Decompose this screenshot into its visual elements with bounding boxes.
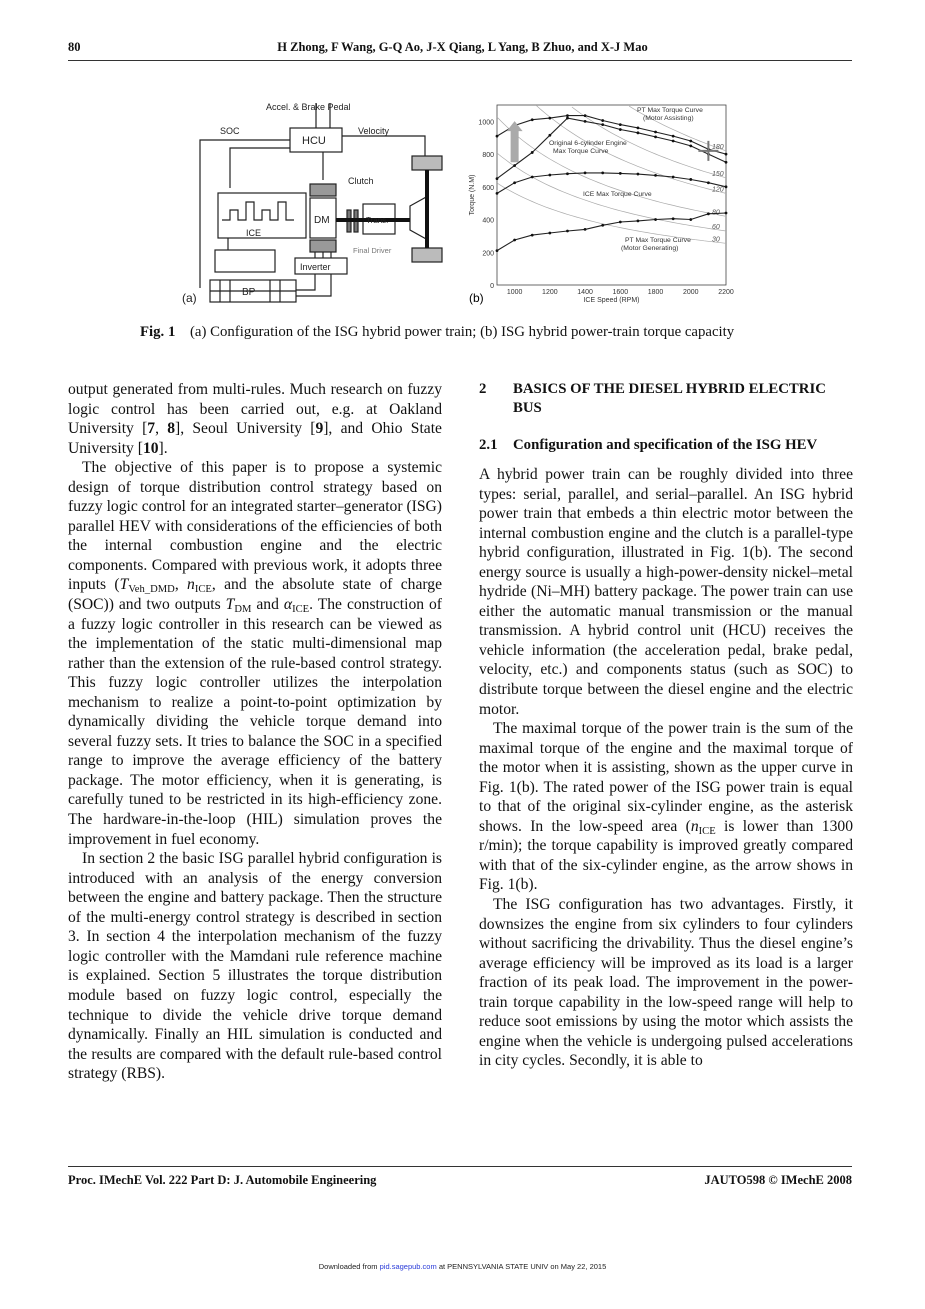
label-inverter: Inverter [300,262,331,272]
subsection-heading [479,436,853,455]
label-soc: SOC [220,126,240,136]
text-run: and [251,596,284,614]
data-point [531,118,534,121]
text-run: T [225,596,235,614]
figure-1b-chart [465,98,750,308]
y-axis-label: Torque (N.M) [469,174,476,216]
power-curve-label: 150 [712,170,724,178]
power-curve-label: 60 [712,224,720,231]
data-point [513,239,516,242]
data-point [566,114,569,117]
y-tick-label: 400 [482,217,494,225]
data-point [584,228,587,231]
data-point [654,136,657,139]
label-velocity: Velocity [358,126,390,136]
subscript: ICE [698,826,716,838]
citation-number: 9 [315,420,324,438]
power-curve-label: 120 [712,186,724,194]
y-tick-label: 800 [482,152,494,160]
data-point [672,135,675,138]
text-run: . The construction of a fuzzy logic controller in this research can be viewed as the implementation of the static multi-dimensional map rather than the extension of the rule-based control strategy. This fuzzy logic controller utilizes the interpolation mechanism to realize a point-to-point optimization by dynamically dividing the vehicle torque demand into several fuzzy sets. It tries to balance the SOC in a specified range to improve the average efficiency of the battery package. The motor efficiency, when it is generating, is carefully tuned to be restricted in its high-efficiency zone. The hardware-in-the-loop (HIL) simulation proves the improvement in fuel economy. [68,596,442,848]
text-run: , and the absolute state of charge (SOC)) and two outputs [68,576,443,614]
data-point [619,128,622,131]
data-point [619,123,622,126]
data-point [531,151,534,154]
y-tick-label: 1000 [478,119,494,127]
data-point [513,164,516,167]
chart-annotation: (Motor Assisting) [643,115,694,122]
text-run: A hybrid power train can be roughly divided into three types: serial, parallel, and serial–parallel. An ISG hybrid power train that embeds a thin electric motor between the internal combustion engine and the clutch is a parallel-type hybrid configuration, illustrated in Fig. 1(b). The second energy source is usually a high-power-density nickel–metal hydride (Ni–MH) battery package. The power train can use either the automatic manual transmission or the manual transmission. A hybrid control unit (HCU) receives the vehicle information (the acceleration pedal, brake pedal, velocity, etc.) and components status (such as SOC) to distribute torque between the diesel engine and the electric motor. [479,466,853,718]
label-bp: BP [242,287,256,298]
y-tick-label: 0 [490,283,494,290]
data-point [619,172,622,175]
text-run: , [174,576,188,594]
subscript: ICE [194,584,212,596]
data-point [725,212,728,215]
data-point [707,212,710,215]
paragraph [479,465,853,719]
data-point [707,181,710,184]
x-tick-label: 1800 [647,289,664,296]
torque-increase-arrow-icon [507,121,523,162]
label-clutch: Clutch [348,176,374,186]
text-run: ], Seoul University [ [175,420,316,438]
data-point [548,232,551,235]
data-point [584,114,587,117]
footer-journal: Proc. IMechE Vol. 222 Part D: J. Automobile Engineering [68,1173,377,1187]
x-tick-label: 2000 [682,289,699,296]
text-run: ]. [158,439,168,457]
text-run: α [283,596,293,614]
text-run: output generated from multi-rules. Much research on fuzzy logic control has been carried out, e.g. at Oakland University [ [68,381,442,438]
figure-1a-diagram [180,98,470,308]
text-run: n [187,576,195,594]
chart-annotation: ICE Max Torque Curve [583,191,652,198]
right-column [479,380,853,1071]
figure-caption [140,323,790,342]
page-number: 80 [68,40,81,54]
section-number: 2 [479,381,487,397]
data-point [654,174,657,177]
chart-annotation: (Motor Generating) [621,245,679,252]
data-point [672,217,675,220]
power-curve-label: 80 [712,209,720,217]
citation-number: 7 [147,420,156,438]
label-final-driver: Final Driver [353,246,392,255]
paragraph [68,458,442,849]
y-tick-label: 600 [482,184,494,192]
series-line-1 [497,118,726,179]
header-rule [68,60,852,61]
label-dm: DM [314,215,330,226]
chart-annotation: PT Max Torque Curve [637,107,703,114]
section-heading [479,380,853,418]
panel-b-label: (b) [469,291,484,305]
data-point [548,134,551,137]
subscript: ICE [292,604,310,616]
data-point [566,230,569,233]
data-point [584,172,587,175]
data-point [496,135,499,138]
label-hcu: HCU [302,135,326,147]
data-point [637,131,640,134]
download-link[interactable]: pid.sagepub.com [379,1262,437,1271]
label-ice: ICE [246,228,262,238]
data-point [637,219,640,222]
y-tick-label: 200 [482,250,494,258]
left-column [68,380,442,1084]
power-curve-label: 180 [712,143,724,151]
subsection-number: 2.1 [479,437,498,453]
data-point [513,181,516,184]
text-run: is lower than 1300 r/min); the torque capability is improved greatly compared with that of the six-cylinder engine, as the arrow shows in Fig. 1(b). [479,817,853,894]
chart-annotation: Original 6-cylinder Engine [549,140,627,147]
data-point [601,119,604,122]
chart-annotation: Max Torque Curve [553,148,609,155]
footer-rule [68,1166,852,1167]
paragraph [479,895,853,1071]
text-run: ], and Ohio State University [ [68,420,442,457]
caption-text: (a) Configuration of the ISG hybrid power train; (b) ISG hybrid power-train torque capacity [190,324,735,340]
panel-a-label: (a) [182,291,197,305]
subscript: DM [234,604,252,616]
data-point [531,176,534,179]
footer-code: JAUTO598 © IMechE 2008 [704,1173,852,1187]
data-point [496,177,499,180]
data-point [584,120,587,123]
data-point [548,117,551,120]
data-point [654,131,657,134]
data-point [689,218,692,221]
section-title: BASICS OF THE DIESEL HYBRID ELECTRIC BUS [513,381,826,416]
x-tick-label: 2200 [718,289,734,296]
x-axis-label: ICE Speed (RPM) [583,297,640,304]
data-point [601,172,604,175]
data-point [496,192,499,195]
text-run: In section 2 the basic ISG parallel hybrid configuration is introduced with an analysis of the energy conversion between the engine and battery package. Then the structure of the multi-energy control strategy is described in section 3. In section 4 the interpolation mechanism of the fuzzy logic controller with the Mamdani rule reference machine is explained. Section 5 illustrates the torque distribution module based on fuzzy logic control, especially the technique to divide the vehicle drive torque demand dynamically. Finally an HIL simulation is conducted and the results are compared with the default rule-based control strategy (RBS). [68,850,442,1083]
subsection-title: Configuration and specification of the ISG HEV [513,437,818,453]
data-point [672,176,675,179]
running-header-authors: H Zhong, F Wang, G-Q Ao, J-X Qiang, L Yang, B Zhuo, and X-J Mao [277,40,648,54]
right-column-body [479,465,853,1071]
paragraph [479,719,853,895]
text-run: The maximal torque of the power train is the sum of the maximal torque of the engine and the maximal torque of the motor when it is assisting, shown as the upper curve in Fig. 1(b). The rated power of the ISG power train is equal to that of the original six-cylinder engine, as the asterisk shows. In the low-speed area ( [479,720,853,835]
data-point [548,174,551,177]
text-run: The objective of this paper is to propose a systemic design of torque distribution control strategy based on fuzzy logic control for an integrated starter–generator (ISG) parallel HEV with considerations of the efficiencies of both the internal combustion engine and the electric components. Compared with previous work, it adopts three inputs ( [68,459,442,594]
data-point [496,249,499,252]
data-point [637,173,640,176]
data-point [601,224,604,227]
data-point [672,140,675,143]
x-tick-label: 1600 [612,289,629,296]
text-run: n [690,817,699,835]
data-point [566,117,569,120]
text-run: T [119,576,129,594]
power-curve-label: 30 [712,236,720,244]
label-pedal: Accel. & Brake Pedal [266,102,351,112]
data-point [619,221,622,224]
data-point [531,234,534,237]
x-tick-label: 1200 [542,289,558,296]
data-point [601,123,604,126]
citation-number: 10 [142,439,159,457]
download-suffix: at PENNSYLVANIA STATE UNIV on May 22, 2015 [436,1262,607,1271]
data-point [637,127,640,130]
download-notice [0,1262,925,1271]
data-point [689,145,692,148]
chart-annotation: PT Max Torque Curve [625,237,691,244]
subscript: Veh_DMD [128,584,175,596]
data-point [654,218,657,221]
label-trans: Trans. [366,216,389,225]
text-run: , [155,420,168,438]
data-point [689,178,692,181]
x-tick-label: 1000 [506,289,523,296]
citation-number: 8 [167,420,176,438]
data-point [725,153,728,156]
data-point [689,140,692,143]
caption-label: Fig. 1 [140,324,176,340]
data-point [566,172,569,175]
download-prefix: Downloaded from [318,1262,380,1271]
x-tick-label: 1400 [577,289,593,296]
data-point [725,161,728,164]
text-run: The ISG configuration has two advantages. Firstly, it downsizes the engine from six cylinders to four cylinders without sacrificing the drivability. Thus the diesel engine’s average efficiency will be improved as its load is a larger fraction of its peak load. The improvement in the power-train torque capability in the low-speed range will help to reduce soot emissions by using the motor which assists the engine when the vehicle is undergoing pulsed accelerations in city cycles. Secondly, it is able to [479,896,853,1070]
data-point [725,185,728,188]
paragraph [68,849,442,1084]
paragraph [68,380,442,458]
